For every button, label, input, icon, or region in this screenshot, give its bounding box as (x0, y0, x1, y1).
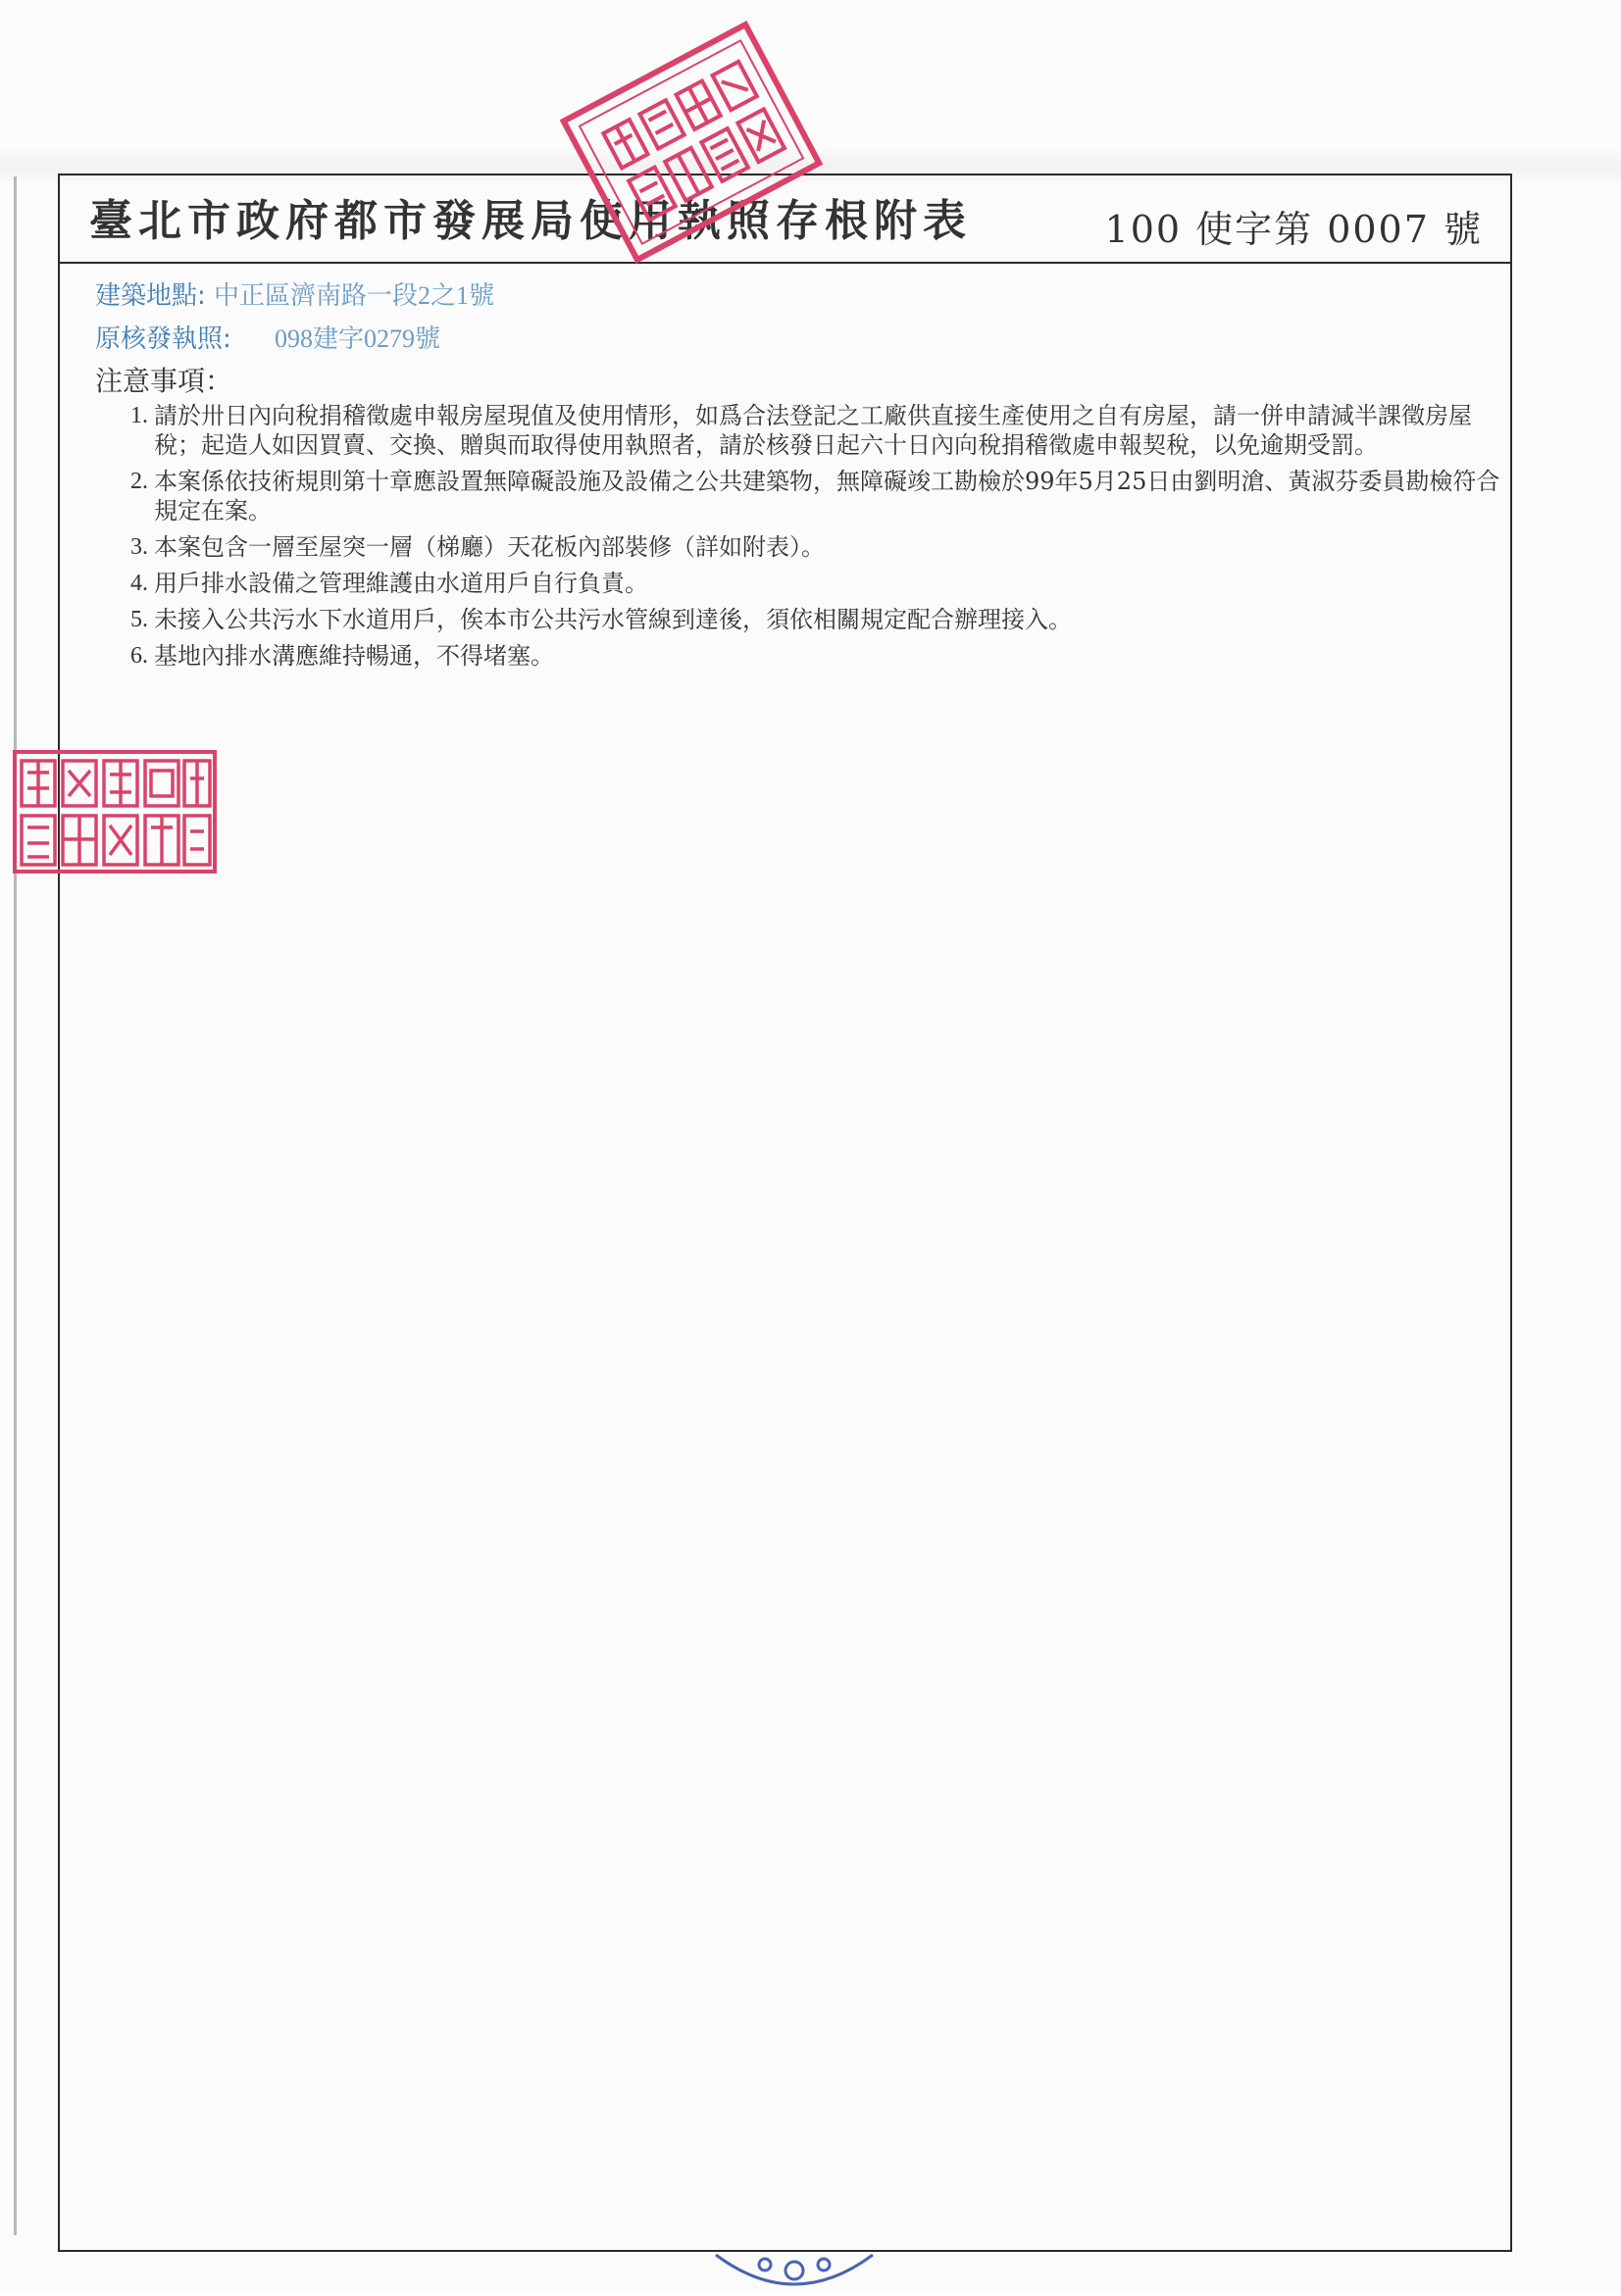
note-number: 1. (130, 403, 148, 428)
permit-number: 100 使字第 0007 號 (1104, 208, 1483, 251)
official-seal-icon (549, 10, 834, 275)
scan-edge (14, 176, 17, 2235)
official-seal-icon (12, 749, 218, 874)
note-number: 6. (130, 643, 148, 669)
note-text: 用戶排水設備之管理維護由水道用戶自行負責。 (154, 570, 648, 597)
note-text: 本案包含一層至屋突一層（梯廳）天花板內部裝修（詳如附表）。 (154, 533, 825, 561)
original-permit-row (95, 319, 440, 355)
note-item (113, 641, 1505, 671)
note-number: 4. (130, 571, 148, 596)
emblem-icon (706, 2251, 883, 2296)
note-number: 2. (130, 469, 148, 494)
address-value: 中正區濟南路一段2之1號 (214, 281, 495, 310)
address-label: 建築地點: (95, 281, 206, 311)
note-text: 請於卅日內向稅捐稽徵處申報房屋現值及使用情形，如爲合法登記之工廠供直接生產使用之自有房屋，請一併申請減半課徵房屋稅；起造人如因買賣、交換、贈與而取得使用執照者，請於核發日起六十日內向稅捐稽徵處申報契稅，以免逾期受罰。 (154, 402, 1472, 459)
note-text: 基地內排水溝應維持暢通，不得堵塞。 (154, 642, 554, 670)
note-item (113, 401, 1505, 460)
note-item (113, 532, 1505, 562)
note-item (113, 467, 1505, 525)
note-item (113, 605, 1505, 634)
note-item (113, 569, 1505, 598)
note-number: 5. (130, 607, 148, 632)
original-permit-label: 原核發執照: (95, 324, 231, 354)
form-frame (58, 174, 1512, 2252)
original-permit-value: 098建字0279號 (275, 324, 441, 353)
document-title: 臺北市政府都市發展局使用執照存根附表 (89, 196, 972, 246)
note-number: 3. (130, 534, 148, 560)
note-text: 本案係依技術規則第十章應設置無障礙設施及設備之公共建築物，無障礙竣工勘檢於99年5月25日由劉明滄、黃淑芬委員勘檢符合規定在案。 (154, 468, 1500, 524)
notes-heading: 注意事項： (95, 365, 233, 397)
notes-list (113, 401, 1505, 677)
address-row (95, 275, 494, 312)
note-text: 未接入公共污水下水道用戶，俟本市公共污水管線到達後，須依相關規定配合辦理接入。 (154, 606, 1072, 633)
